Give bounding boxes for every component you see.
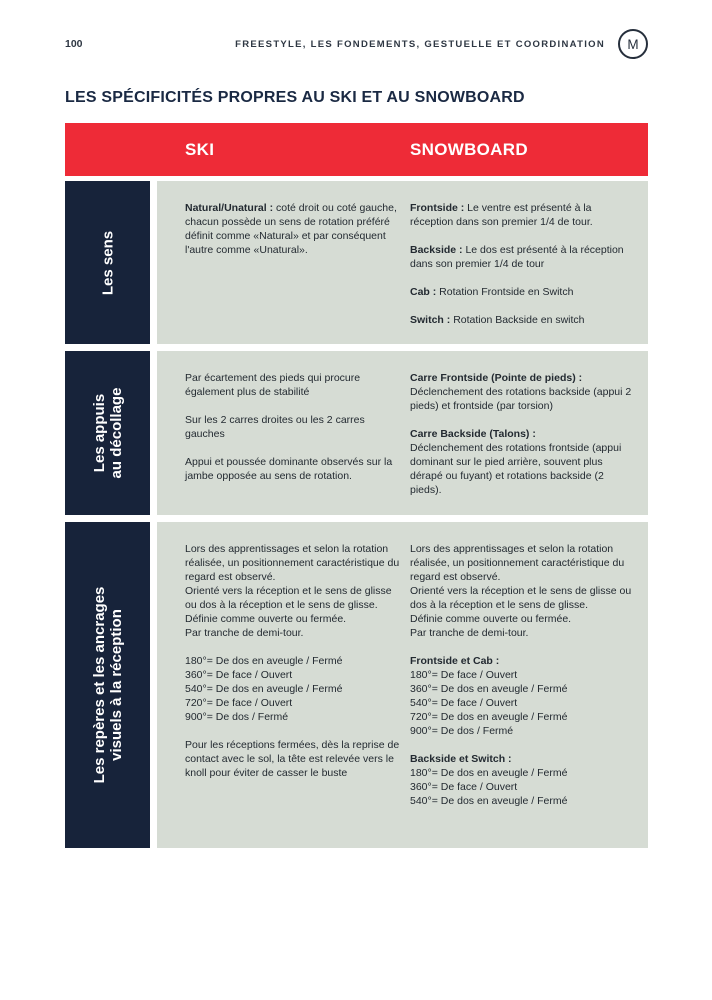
ski-cell bbox=[185, 542, 401, 832]
text-block: Appui et poussée dominante observés sur la jambe opposée au sens de rotation. bbox=[185, 456, 393, 482]
page-number: 100 bbox=[65, 38, 83, 50]
brand-logo-letter: M bbox=[627, 36, 639, 52]
row-content bbox=[157, 181, 648, 344]
text-block: Pour les réceptions fermées, dès la reprise de contact avec le sol, la tête est relevée vers le knoll pour éviter de casser le buste bbox=[185, 739, 400, 779]
table-row bbox=[65, 181, 648, 344]
snowboard-cell bbox=[410, 371, 634, 499]
term-label: Frontside : bbox=[410, 202, 465, 214]
term-label: Cab : bbox=[410, 286, 437, 298]
row-header bbox=[65, 522, 150, 848]
ski-cell bbox=[185, 201, 401, 328]
term-label: Frontside et Cab : bbox=[410, 655, 500, 667]
header-right-group bbox=[235, 29, 648, 59]
brand-logo-icon bbox=[618, 29, 648, 59]
page-header bbox=[65, 0, 648, 59]
text-block: Lors des apprentissages et selon la rotation réalisée, un positionnement caractéristique du regard est observé. Orienté vers la réception et le sens de glisse ou dos à la réception et le sens de glisse. Définie comme ouverte ou fermée. Par tranche de demi-tour. bbox=[185, 543, 400, 639]
term-label: Natural/Unatural : bbox=[185, 202, 274, 214]
text-block: Frontside : Le ventre est présenté à la réception dans son premier 1/4 de tour. bbox=[410, 202, 593, 228]
text-block: Backside et Switch : 180°= De dos en aveugle / Fermé 360°= De face / Ouvert 540°= De dos en aveugle / Fermé bbox=[410, 752, 634, 808]
text-block: Lors des apprentissages et selon la rotation réalisée, un positionnement caractéristique du regard est observé. Orienté vers la réception et le sens de glisse ou dos à la réception et le sens de glisse. Définie comme ouverte ou fermée. Par tranche de demi-tour. bbox=[410, 543, 632, 639]
table-row bbox=[65, 351, 648, 515]
text-block: Natural/Unatural : coté droit ou coté gauche, chacun possède un sens de rotation préféré définit comme «Natural» et par conséquent l'autre comme «Unatural». bbox=[185, 202, 397, 256]
table-column-header-bar bbox=[65, 123, 648, 176]
page-title: LES SPÉCIFICITÉS PROPRES AU SKI ET AU SNOWBOARD bbox=[65, 89, 525, 106]
column-header-snowboard: SNOWBOARD bbox=[410, 139, 528, 159]
text-block: Par écartement des pieds qui procure également plus de stabilité bbox=[185, 372, 361, 398]
text-block: 180°= De dos en aveugle / Fermé 360°= De face / Ouvert 540°= De dos en aveugle / Fermé 720°= De face / Ouvert 900°= De dos / Fermé bbox=[185, 655, 343, 723]
column-header-ski: SKI bbox=[185, 139, 215, 159]
text-block: Carre Frontside (Pointe de pieds) : Déclenchement des rotations backside (appui 2 pieds) et frontside (par torsion) bbox=[410, 371, 634, 413]
row-header-label: Les repères et les ancrages visuels à la réception bbox=[90, 586, 125, 784]
term-label: Carre Backside (Talons) : bbox=[410, 428, 536, 440]
row-header bbox=[65, 181, 150, 344]
running-title: FREESTYLE, LES FONDEMENTS, GESTUELLE ET COORDINATION bbox=[235, 38, 605, 50]
row-header bbox=[65, 351, 150, 515]
text-block: Cab : Rotation Frontside en Switch bbox=[410, 286, 574, 298]
text-block: Backside : Le dos est présenté à la réception dans son premier 1/4 de tour bbox=[410, 244, 624, 270]
table-row bbox=[65, 522, 648, 848]
text-block: Sur les 2 carres droites ou les 2 carres gauches bbox=[185, 414, 365, 440]
term-label: Switch : bbox=[410, 314, 451, 326]
snowboard-cell bbox=[410, 542, 634, 832]
text-block: Frontside et Cab : 180°= De face / Ouvert 360°= De dos en aveugle / Fermé 540°= De face / Ouvert 720°= De dos en aveugle / Fermé 900°= De dos / Fermé bbox=[410, 654, 634, 738]
row-header-label: Les appuis au décollage bbox=[90, 387, 125, 479]
term-label: Backside et Switch : bbox=[410, 753, 512, 765]
row-content bbox=[157, 351, 648, 515]
row-header-label: Les sens bbox=[98, 230, 116, 295]
ski-cell bbox=[185, 371, 401, 499]
term-label: Backside : bbox=[410, 244, 463, 256]
snowboard-cell bbox=[410, 201, 634, 328]
term-label: Carre Frontside (Pointe de pieds) : bbox=[410, 372, 583, 384]
text-block: Carre Backside (Talons) : Déclenchement des rotations frontside (appui dominant sur le pied arrière, souvent plus dérapé ou fuyant) et rotations backside (2 pieds). bbox=[410, 427, 634, 497]
text-block: Switch : Rotation Backside en switch bbox=[410, 314, 585, 326]
row-content bbox=[157, 522, 648, 848]
table-body bbox=[65, 181, 648, 848]
